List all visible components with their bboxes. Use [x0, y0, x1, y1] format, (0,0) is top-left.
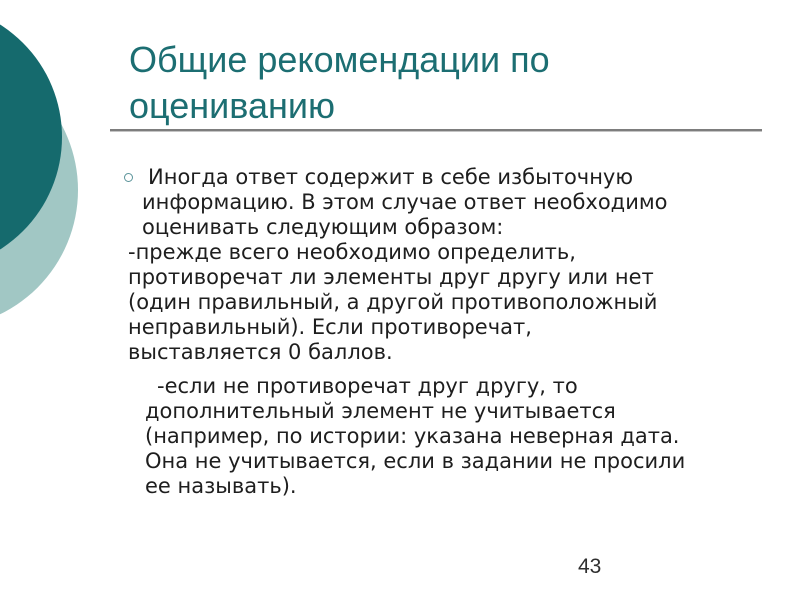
slide-title-line-1: Общие рекомендации по — [129, 39, 550, 80]
body-line: (например, по истории: указана неверная дата. — [145, 424, 680, 448]
title-divider-line — [110, 129, 762, 132]
body-line: противоречат ли элементы друг другу или нет — [128, 265, 654, 289]
bullet-paragraph — [142, 165, 800, 240]
bullet-circle-icon — [124, 173, 133, 182]
body-line: информацию. В этом случае ответ необходимо — [142, 190, 668, 214]
body-line: Иногда ответ содержит в себе избыточную — [148, 165, 634, 189]
body-line: неправильный). Если противоречат, — [128, 315, 532, 339]
body-line: (один правильный, а другой противоположный — [128, 290, 658, 314]
slide-title-line-2: оцениванию — [129, 85, 335, 126]
slide-title — [129, 37, 550, 129]
slide-body — [0, 165, 800, 499]
sub-paragraph-no-contradict — [145, 374, 800, 499]
body-line: выставляется 0 баллов. — [128, 340, 393, 364]
sub-paragraph-contradict — [128, 240, 800, 365]
body-line: ее называть). — [145, 474, 297, 498]
body-line: Она не учитывается, если в задании не просили — [145, 449, 686, 473]
body-line: оценивать следующим образом: — [142, 215, 504, 239]
page-number: 43 — [578, 555, 602, 578]
body-line: -если не противоречат друг другу, то — [157, 374, 578, 398]
body-line: дополнительный элемент не учитывается — [145, 399, 616, 423]
body-line: -прежде всего необходимо определить, — [128, 240, 576, 264]
